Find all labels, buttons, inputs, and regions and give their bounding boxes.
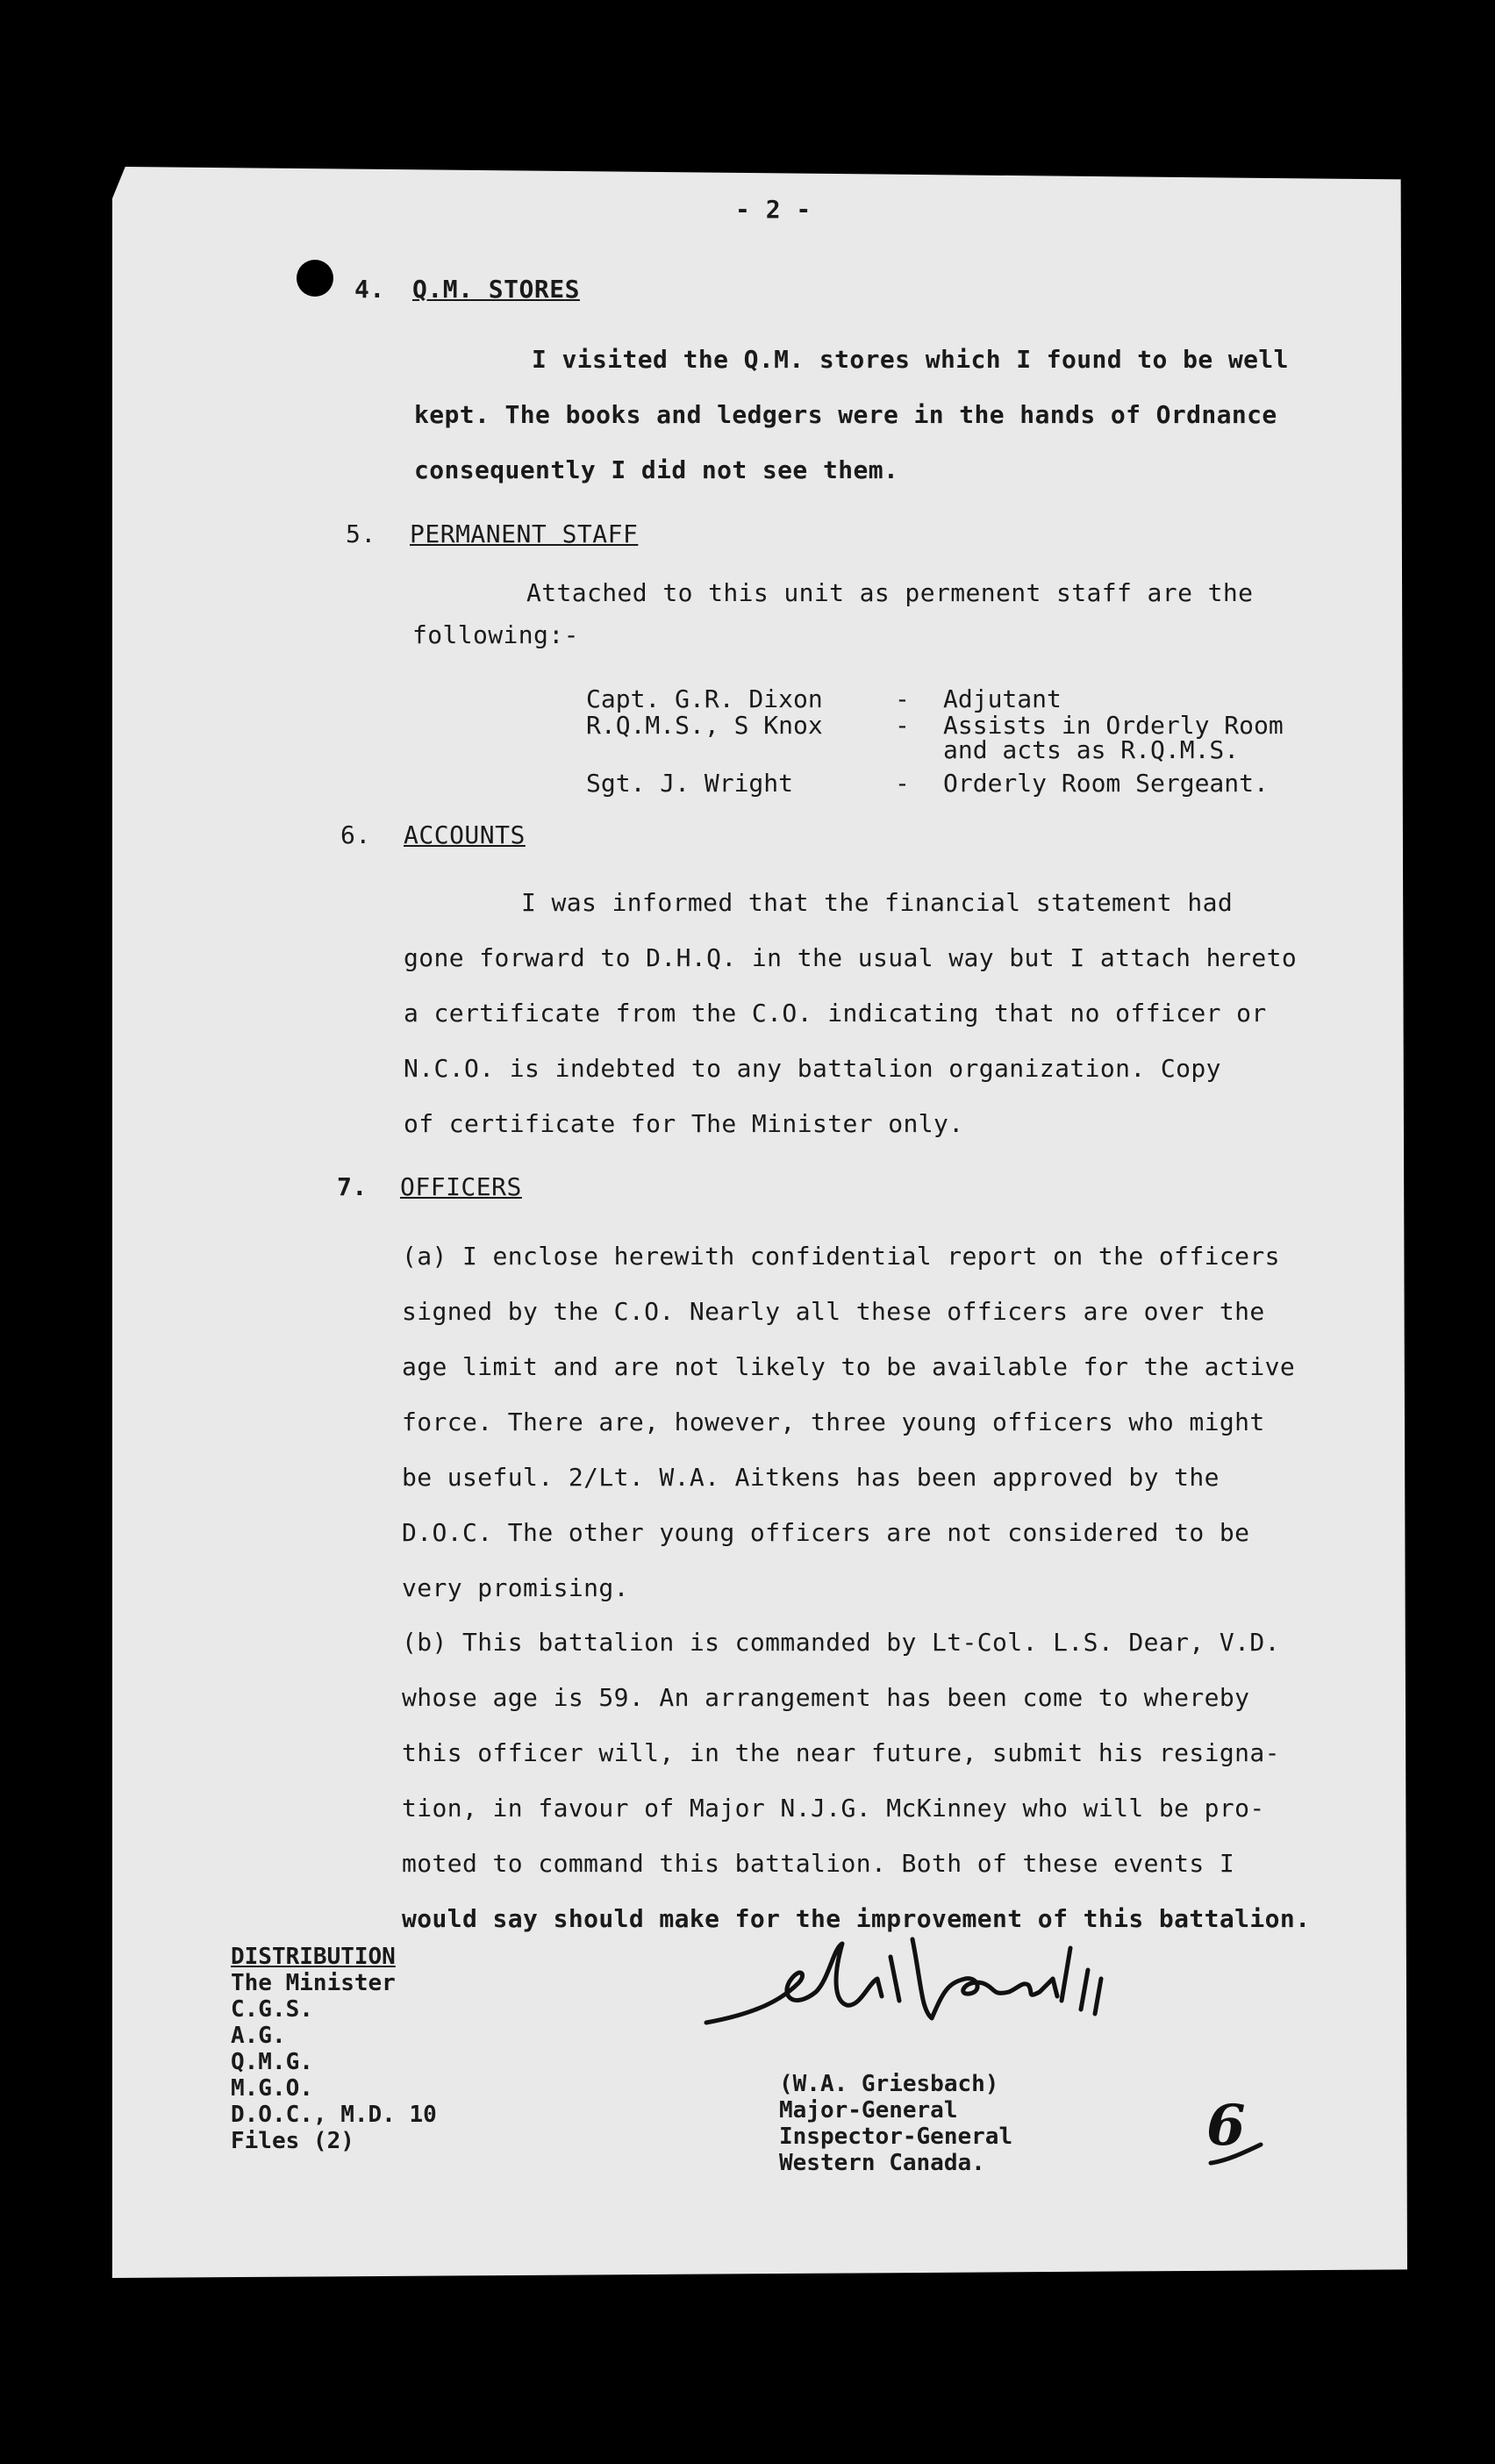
staff-role: Orderly Room Sergeant. — [943, 769, 1269, 798]
section-7-heading: OFFICERS — [400, 1172, 522, 1201]
staff-role: Adjutant — [943, 684, 1062, 713]
section-6-heading: ACCOUNTS — [404, 820, 526, 849]
distribution-item: A.G. — [231, 2023, 286, 2049]
section-6-line: N.C.O. is indebted to any battalion organization. Copy — [404, 1054, 1221, 1083]
distribution-item: D.O.C., M.D. 10 — [231, 2102, 437, 2128]
staff-dash: - — [895, 769, 910, 798]
section-5-body — [412, 572, 1253, 656]
section-7b-line: (b) This battalion is commanded by Lt-Col. L.S. Dear, V.D. — [402, 1628, 1280, 1657]
staff-role: Assists in Orderly Room — [943, 711, 1284, 740]
signature-block — [779, 2071, 1012, 2176]
signature-rank: Major-General — [779, 2097, 958, 2124]
distribution-item: M.G.O. — [231, 2075, 313, 2102]
distribution-item: The Minister — [231, 1970, 396, 1996]
section-7-number: 7. — [337, 1172, 368, 1201]
handwritten-mark-stroke — [1206, 2141, 1268, 2167]
section-4-line: I visited the Q.M. stores which I found to be well — [532, 345, 1289, 374]
section-7a-line: (a) I enclose herewith confidential report on the officers — [402, 1242, 1280, 1271]
section-7a-line: signed by the C.O. Nearly all these officers are over the — [402, 1297, 1265, 1326]
distribution-list — [231, 1944, 437, 2154]
distribution-item: Files (2) — [231, 2128, 354, 2154]
section-7a-line: very promising. — [402, 1573, 629, 1602]
section-7b-line: tion, in favour of Major N.J.G. McKinney who will be pro- — [402, 1794, 1265, 1823]
section-5-line: following:- — [412, 620, 579, 649]
section-5-heading: PERMANENT STAFF — [410, 519, 639, 548]
section-7b-line: whose age is 59. An arrangement has been come to whereby — [402, 1683, 1250, 1712]
section-4-body — [414, 332, 1289, 498]
section-4-heading: Q.M. STORES — [412, 275, 580, 304]
signature-region: Western Canada. — [779, 2150, 985, 2176]
section-6-line: of certificate for The Minister only. — [404, 1109, 964, 1138]
section-6-body — [404, 875, 1297, 1151]
section-7b-body — [402, 1615, 1310, 1946]
section-4-number: 4. — [354, 275, 385, 304]
section-7b-line: would say should make for the improvement of this battalion. — [402, 1904, 1311, 1933]
staff-name: Sgt. J. Wright — [586, 769, 794, 798]
staff-role-continued: and acts as R.Q.M.S. — [943, 735, 1240, 764]
section-7b-line: moted to command this battalion. Both of these events I — [402, 1849, 1235, 1878]
section-7a-line: age limit and are not likely to be available for the active — [402, 1352, 1296, 1381]
page-number: - 2 - — [735, 195, 812, 224]
handwritten-signature — [702, 1930, 1228, 2053]
staff-dash: - — [895, 711, 910, 740]
section-7a-line: D.O.C. The other young officers are not considered to be — [402, 1518, 1250, 1547]
staff-name: R.Q.M.S., S Knox — [586, 711, 823, 740]
section-5-line: Attached to this unit as permenent staff are the — [526, 578, 1254, 607]
staff-dash: - — [895, 684, 910, 713]
distribution-heading: DISTRIBUTION — [231, 1944, 396, 1970]
section-6-line: I was informed that the financial statement had — [521, 888, 1234, 917]
punch-hole — [297, 260, 333, 297]
section-7a-body — [402, 1228, 1295, 1615]
signature-title: Inspector-General — [779, 2124, 1013, 2150]
handwritten-mark: 6 — [1206, 2093, 1246, 2159]
section-7a-line: force. There are, however, three young officers who might — [402, 1407, 1265, 1436]
section-4-line: kept. The books and ledgers were in the hands of Ordnance — [414, 400, 1277, 429]
section-6-line: a certificate from the C.O. indicating that no officer or — [404, 999, 1267, 1028]
section-6-line: gone forward to D.H.Q. in the usual way but I attach hereto — [404, 943, 1298, 972]
distribution-item: Q.M.G. — [231, 2049, 313, 2075]
section-5-number: 5. — [346, 519, 376, 548]
staff-name: Capt. G.R. Dixon — [586, 684, 823, 713]
distribution-item: C.G.S. — [231, 1996, 313, 2023]
section-4-line: consequently I did not see them. — [414, 455, 899, 484]
section-6-number: 6. — [340, 820, 371, 849]
section-7b-line: this officer will, in the near future, submit his resigna- — [402, 1738, 1280, 1767]
signature-name: (W.A. Griesbach) — [779, 2071, 999, 2097]
section-7a-line: be useful. 2/Lt. W.A. Aitkens has been approved by the — [402, 1463, 1220, 1492]
